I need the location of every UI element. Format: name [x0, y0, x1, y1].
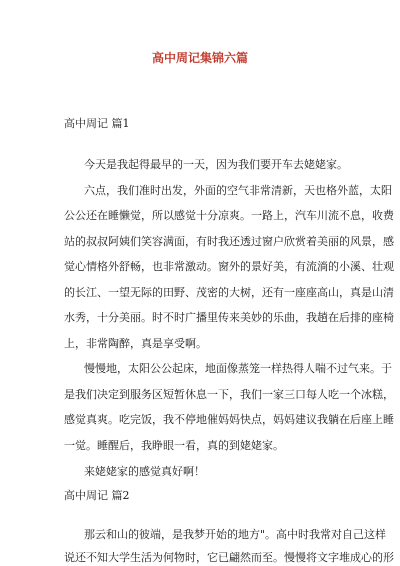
paragraph-line: 站的叔叔阿姨们笑容满面，有时我还透过窗户欣赏着美丽的风景，感 — [64, 235, 394, 248]
paragraph-line: 感觉真爽。吃完饭，我不停地催妈妈快点，妈妈建议我躺在后座上睡 — [64, 413, 394, 426]
paragraph-line: 上，非常陶醉，真是享受啊。 — [64, 337, 207, 350]
paragraph-line: 公公还在睡懒觉，所以感觉十分凉爽。一路上，汽车川流不息，收费 — [64, 209, 394, 222]
paragraph-line: 那云和山的彼端，是我梦开始的地方"。高中时我常对自己这样 — [84, 528, 387, 541]
paragraph-line: 慢慢地，太阳公公起床，地面像蒸笼一样热得人喘不过气来。于 — [84, 362, 392, 375]
paragraph-line: 说还不知大学生活为何物时，它已翩然而至。慢慢将文字堆成心的形 — [64, 551, 394, 564]
paragraph-line: 来姥姥家的感觉真好啊！ — [84, 465, 205, 478]
paragraph-line: 觉心情格外舒畅，也非常激动。窗外的景好美，有流淌的小溪、壮观 — [64, 260, 394, 273]
section-heading-2: 高中周记 篇2 — [64, 489, 130, 502]
paragraph-line: 今天是我起得最早的一天，因为我们要开车去姥姥家。 — [84, 158, 348, 171]
paragraph-line: 的长江、一望无际的田野、茂密的大树，还有一座座高山，真是山清 — [64, 286, 394, 299]
paragraph-line: 是我们决定到服务区短暂休息一下，我们一家三口每人吃一个冰糕， — [64, 388, 394, 401]
paragraph-line: 水秀，十分美丽。时不时广播里传来美妙的乐曲，我趟在后排的座椅 — [64, 311, 394, 324]
paragraph-line: 一觉。睡醒后，我睁眼一看，真的到姥姥家。 — [64, 439, 284, 452]
paragraph-line: 六点，我们准时出发，外面的空气非常清新，天也格外蓝，太阳 — [84, 184, 392, 197]
section-heading-1: 高中周记 篇1 — [64, 117, 130, 130]
document-title: 高中周记集锦六篇 — [151, 51, 248, 65]
